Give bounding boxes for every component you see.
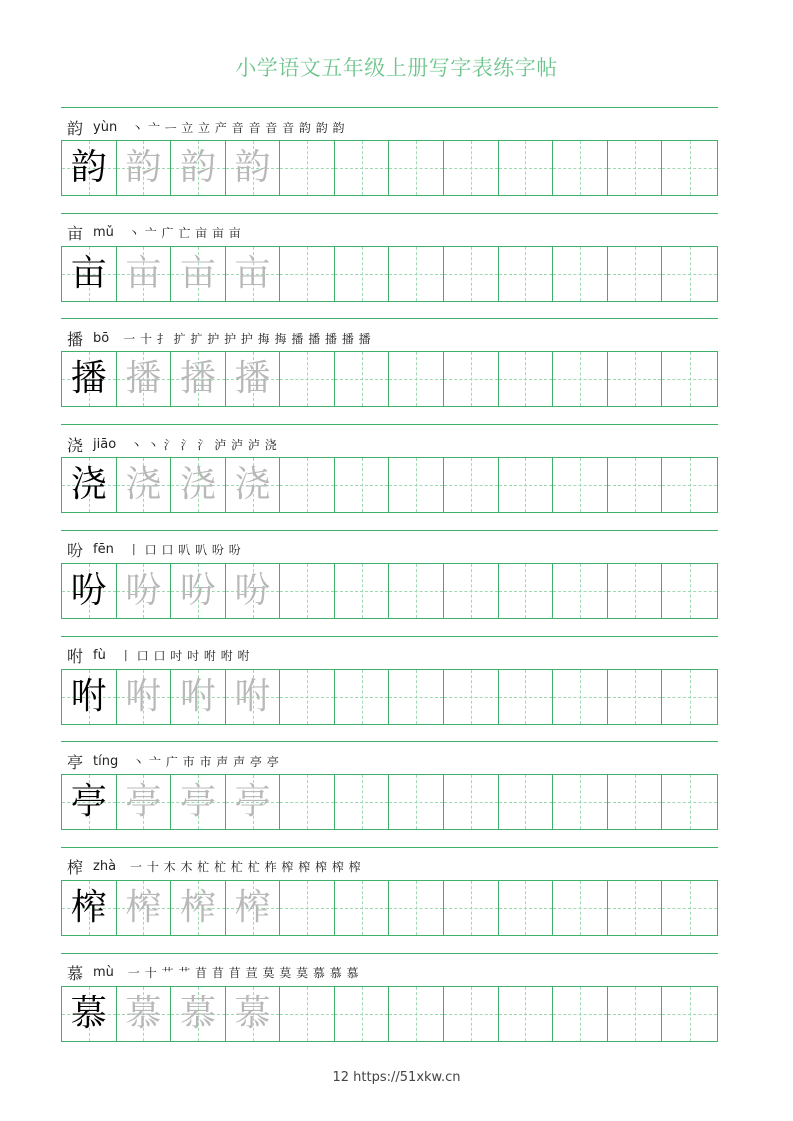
blank-cell[interactable]	[608, 987, 663, 1041]
trace-character: 播	[125, 358, 162, 400]
pinyin: jiāo	[93, 436, 117, 452]
blank-cell[interactable]	[335, 881, 390, 935]
model-character: 浇	[70, 464, 107, 506]
row-header	[67, 432, 277, 456]
trace-character: 榨	[234, 886, 271, 928]
header-character: 韵	[67, 118, 84, 138]
stroke-order: 丶 亠 广 市 市 声 声 亭 亭	[132, 754, 280, 769]
model-cell	[62, 881, 117, 935]
trace-cell	[117, 987, 172, 1041]
guide-line-horizontal	[553, 697, 607, 698]
blank-cell[interactable]	[280, 564, 335, 618]
guide-line-horizontal	[499, 697, 553, 698]
model-cell	[62, 352, 117, 406]
blank-cell[interactable]	[280, 881, 335, 935]
trace-cell	[171, 670, 226, 724]
trace-character: 亭	[234, 781, 271, 823]
page-footer: 12 https://51xkw.cn	[332, 1070, 461, 1085]
trace-cell	[226, 247, 281, 301]
blank-cell[interactable]	[553, 247, 608, 301]
row-divider	[61, 318, 718, 319]
header-character: 榨	[67, 858, 84, 878]
trace-cell	[117, 564, 172, 618]
guide-line-horizontal	[608, 485, 662, 486]
guide-line-horizontal	[335, 802, 389, 803]
blank-cell[interactable]	[608, 670, 663, 724]
header-character: 吩	[67, 541, 84, 561]
trace-character: 咐	[234, 675, 271, 717]
guide-line-horizontal	[553, 168, 607, 169]
blank-cell[interactable]	[280, 775, 335, 829]
trace-cell	[171, 564, 226, 618]
guide-line-horizontal	[280, 802, 334, 803]
model-character: 播	[70, 358, 107, 400]
guide-line-horizontal	[608, 168, 662, 169]
blank-cell[interactable]	[280, 987, 335, 1041]
blank-cell[interactable]	[662, 141, 717, 195]
blank-cell[interactable]	[499, 352, 554, 406]
blank-cell[interactable]	[444, 458, 499, 512]
guide-line-horizontal	[499, 802, 553, 803]
guide-line-horizontal	[662, 274, 717, 275]
guide-line-horizontal	[662, 591, 717, 592]
header-character: 播	[67, 329, 84, 349]
row-divider	[61, 847, 718, 848]
trace-cell	[226, 458, 281, 512]
guide-line-horizontal	[335, 697, 389, 698]
blank-cell[interactable]	[499, 881, 554, 935]
guide-line-horizontal	[608, 1014, 662, 1015]
trace-character: 咐	[179, 675, 216, 717]
guide-line-horizontal	[335, 485, 389, 486]
writing-grid	[61, 140, 718, 196]
trace-cell	[226, 881, 281, 935]
trace-character: 亩	[179, 252, 216, 294]
row-header	[67, 961, 359, 985]
blank-cell[interactable]	[389, 881, 444, 935]
trace-character: 亩	[234, 252, 271, 294]
writing-grid	[61, 563, 718, 619]
guide-line-horizontal	[553, 274, 607, 275]
trace-cell	[171, 775, 226, 829]
pinyin: bō	[93, 330, 110, 346]
blank-cell[interactable]	[444, 987, 499, 1041]
header-character: 亭	[67, 752, 84, 772]
page-title: 小学语文五年级上册写字表练字帖	[235, 56, 558, 80]
blank-cell[interactable]	[389, 352, 444, 406]
trace-character: 吩	[179, 569, 216, 611]
blank-cell[interactable]	[444, 881, 499, 935]
guide-line-horizontal	[662, 908, 717, 909]
stroke-order: 丨 口 口 叭 叭 吩 吩	[127, 543, 242, 558]
blank-cell[interactable]	[662, 352, 717, 406]
guide-line-horizontal	[280, 697, 334, 698]
header-character: 亩	[67, 224, 84, 244]
guide-line-horizontal	[553, 485, 607, 486]
guide-line-horizontal	[608, 274, 662, 275]
row-header	[67, 538, 241, 562]
guide-line-horizontal	[389, 1014, 443, 1015]
guide-line-horizontal	[444, 274, 498, 275]
trace-character: 亭	[179, 781, 216, 823]
blank-cell[interactable]	[280, 670, 335, 724]
trace-character: 亭	[125, 781, 162, 823]
trace-cell	[171, 141, 226, 195]
trace-character: 榨	[125, 886, 162, 928]
blank-cell[interactable]	[608, 564, 663, 618]
writing-grid	[61, 669, 718, 725]
row-header	[67, 749, 279, 773]
row-divider	[61, 107, 718, 108]
blank-cell[interactable]	[389, 141, 444, 195]
guide-line-horizontal	[499, 908, 553, 909]
blank-cell[interactable]	[335, 564, 390, 618]
blank-cell[interactable]	[553, 987, 608, 1041]
guide-line-horizontal	[280, 908, 334, 909]
blank-cell[interactable]	[662, 881, 717, 935]
model-character: 榨	[70, 886, 107, 928]
guide-line-horizontal	[389, 274, 443, 275]
guide-line-horizontal	[662, 697, 717, 698]
guide-line-horizontal	[608, 802, 662, 803]
guide-line-horizontal	[444, 802, 498, 803]
practice-row	[61, 953, 718, 1049]
model-character: 咐	[70, 675, 107, 717]
guide-line-horizontal	[280, 591, 334, 592]
guide-line-horizontal	[444, 908, 498, 909]
guide-line-horizontal	[389, 485, 443, 486]
stroke-order: 丶 亠 ᅳ 立 立 产 音 音 音 音 韵 韵 韵	[131, 120, 346, 135]
stroke-order: 丨 口 口 吋 吋 咐 咐 咐	[119, 649, 251, 663]
trace-cell	[117, 775, 172, 829]
blank-cell[interactable]	[280, 458, 335, 512]
guide-line-horizontal	[608, 379, 662, 380]
practice-row	[61, 636, 718, 732]
trace-cell	[171, 247, 226, 301]
blank-cell[interactable]	[608, 352, 663, 406]
row-divider	[61, 530, 718, 531]
pinyin: yùn	[93, 119, 118, 135]
practice-row	[61, 318, 718, 414]
stroke-order: 丶 亠 广 亡 亩 亩 亩	[127, 226, 242, 241]
blank-cell[interactable]	[553, 564, 608, 618]
trace-character: 吩	[234, 569, 271, 611]
blank-cell[interactable]	[280, 141, 335, 195]
row-divider	[61, 953, 718, 954]
trace-cell	[117, 247, 172, 301]
model-character: 吩	[70, 569, 107, 611]
guide-line-horizontal	[280, 274, 334, 275]
guide-line-horizontal	[553, 908, 607, 909]
row-header	[67, 221, 241, 245]
guide-line-horizontal	[499, 168, 553, 169]
model-cell	[62, 458, 117, 512]
blank-cell[interactable]	[499, 564, 554, 618]
trace-cell	[226, 141, 281, 195]
row-header	[67, 326, 371, 350]
pinyin: fù	[93, 648, 106, 663]
model-character: 慕	[70, 992, 107, 1034]
row-header	[67, 644, 250, 668]
guide-line-horizontal	[389, 802, 443, 803]
trace-character: 浇	[125, 464, 162, 506]
header-character: 咐	[67, 647, 84, 666]
writing-grid	[61, 880, 718, 936]
blank-cell[interactable]	[662, 775, 717, 829]
model-cell	[62, 670, 117, 724]
guide-line-horizontal	[335, 168, 389, 169]
trace-character: 亩	[125, 252, 162, 294]
trace-character: 韵	[179, 147, 216, 188]
guide-line-horizontal	[335, 908, 389, 909]
blank-cell[interactable]	[335, 670, 390, 724]
trace-cell	[171, 352, 226, 406]
guide-line-horizontal	[499, 591, 553, 592]
blank-cell[interactable]	[389, 564, 444, 618]
blank-cell[interactable]	[389, 987, 444, 1041]
writing-grid	[61, 246, 718, 302]
blank-cell[interactable]	[499, 141, 554, 195]
guide-line-horizontal	[444, 1014, 498, 1015]
writing-grid	[61, 351, 718, 407]
blank-cell[interactable]	[608, 141, 663, 195]
blank-cell[interactable]	[608, 247, 663, 301]
guide-line-horizontal	[608, 908, 662, 909]
trace-cell	[226, 987, 281, 1041]
blank-cell[interactable]	[553, 881, 608, 935]
trace-character: 慕	[234, 992, 271, 1034]
model-cell	[62, 775, 117, 829]
trace-cell	[117, 141, 172, 195]
guide-line-horizontal	[662, 485, 717, 486]
practice-row	[61, 847, 718, 943]
guide-line-horizontal	[335, 274, 389, 275]
guide-line-horizontal	[499, 274, 553, 275]
trace-cell	[226, 564, 281, 618]
trace-cell	[171, 881, 226, 935]
blank-cell[interactable]	[280, 352, 335, 406]
blank-cell[interactable]	[389, 247, 444, 301]
blank-cell[interactable]	[444, 352, 499, 406]
guide-line-horizontal	[389, 168, 443, 169]
blank-cell[interactable]	[662, 458, 717, 512]
writing-grid	[61, 774, 718, 830]
practice-row	[61, 530, 718, 626]
pinyin: tíng	[93, 753, 119, 769]
practice-row	[61, 107, 718, 203]
blank-cell[interactable]	[335, 141, 390, 195]
blank-cell[interactable]	[553, 458, 608, 512]
guide-line-horizontal	[444, 591, 498, 592]
writing-grid	[61, 986, 718, 1042]
model-character: 亩	[70, 252, 107, 294]
blank-cell[interactable]	[444, 564, 499, 618]
guide-line-horizontal	[553, 802, 607, 803]
trace-character: 浇	[234, 464, 271, 506]
blank-cell[interactable]	[553, 670, 608, 724]
blank-cell[interactable]	[335, 987, 390, 1041]
trace-character: 吩	[125, 569, 162, 611]
blank-cell[interactable]	[389, 670, 444, 724]
blank-cell[interactable]	[499, 670, 554, 724]
model-character: 亭	[70, 781, 107, 823]
row-divider	[61, 424, 718, 425]
practice-row	[61, 213, 718, 309]
blank-cell[interactable]	[335, 775, 390, 829]
guide-line-horizontal	[608, 697, 662, 698]
guide-line-horizontal	[608, 591, 662, 592]
guide-line-horizontal	[280, 168, 334, 169]
stroke-order: 一 十 艹 艹 苜 苜 苜 荁 莫 莫 莫 慕 慕 慕	[127, 966, 360, 981]
guide-line-horizontal	[389, 908, 443, 909]
stroke-order: 一 十 扌 扩 扩 护 护 护 挴 挴 播 播 播 播 播	[123, 331, 372, 346]
trace-cell	[117, 458, 172, 512]
trace-cell	[226, 670, 281, 724]
blank-cell[interactable]	[444, 775, 499, 829]
guide-line-horizontal	[389, 379, 443, 380]
blank-cell[interactable]	[608, 775, 663, 829]
trace-character: 慕	[125, 992, 162, 1034]
guide-line-horizontal	[553, 1014, 607, 1015]
trace-character: 韵	[234, 147, 271, 188]
trace-character: 慕	[179, 992, 216, 1034]
guide-line-horizontal	[662, 379, 717, 380]
guide-line-horizontal	[444, 379, 498, 380]
trace-character: 浇	[179, 464, 216, 506]
blank-cell[interactable]	[662, 670, 717, 724]
blank-cell[interactable]	[662, 247, 717, 301]
guide-line-horizontal	[280, 485, 334, 486]
guide-line-horizontal	[662, 168, 717, 169]
guide-line-horizontal	[280, 1014, 334, 1015]
blank-cell[interactable]	[335, 458, 390, 512]
pinyin: zhà	[93, 859, 117, 875]
blank-cell[interactable]	[389, 458, 444, 512]
writing-grid	[61, 457, 718, 513]
row-divider	[61, 636, 718, 637]
blank-cell[interactable]	[444, 247, 499, 301]
trace-cell	[171, 458, 226, 512]
guide-line-horizontal	[335, 379, 389, 380]
pinyin: mù	[93, 965, 114, 981]
blank-cell[interactable]	[608, 458, 663, 512]
guide-line-horizontal	[389, 591, 443, 592]
blank-cell[interactable]	[389, 775, 444, 829]
guide-line-horizontal	[499, 1014, 553, 1015]
trace-cell	[171, 987, 226, 1041]
guide-line-horizontal	[280, 379, 334, 380]
stroke-order: 一 十 木 木 杧 杧 杧 杧 柞 榨 榨 榨 榨 榨	[130, 860, 362, 875]
blank-cell[interactable]	[499, 458, 554, 512]
row-header	[67, 115, 345, 139]
guide-line-horizontal	[662, 802, 717, 803]
trace-cell	[117, 881, 172, 935]
practice-row	[61, 741, 718, 837]
trace-character: 播	[179, 358, 216, 400]
trace-character: 韵	[125, 147, 162, 188]
guide-line-horizontal	[662, 1014, 717, 1015]
blank-cell[interactable]	[444, 141, 499, 195]
trace-character: 咐	[125, 675, 162, 717]
trace-character: 榨	[179, 886, 216, 928]
guide-line-horizontal	[335, 591, 389, 592]
trace-character: 播	[234, 358, 271, 400]
model-cell	[62, 247, 117, 301]
model-cell	[62, 987, 117, 1041]
blank-cell[interactable]	[608, 881, 663, 935]
guide-line-horizontal	[389, 697, 443, 698]
blank-cell[interactable]	[444, 670, 499, 724]
blank-cell[interactable]	[662, 987, 717, 1041]
blank-cell[interactable]	[280, 247, 335, 301]
pinyin: mǔ	[93, 225, 114, 241]
guide-line-horizontal	[553, 379, 607, 380]
model-character: 韵	[70, 147, 107, 188]
trace-cell	[117, 670, 172, 724]
blank-cell[interactable]	[499, 987, 554, 1041]
guide-line-horizontal	[499, 379, 553, 380]
trace-cell	[226, 775, 281, 829]
guide-line-horizontal	[444, 697, 498, 698]
stroke-order: 丶 丶 氵 氵 氵 泸 泸 泸 浇	[130, 437, 278, 452]
blank-cell[interactable]	[499, 247, 554, 301]
trace-cell	[226, 352, 281, 406]
row-header	[67, 855, 361, 879]
blank-cell[interactable]	[553, 141, 608, 195]
blank-cell[interactable]	[662, 564, 717, 618]
guide-line-horizontal	[444, 485, 498, 486]
trace-cell	[117, 352, 172, 406]
practice-row	[61, 424, 718, 520]
blank-cell[interactable]	[335, 247, 390, 301]
guide-line-horizontal	[499, 485, 553, 486]
blank-cell[interactable]	[553, 352, 608, 406]
model-cell	[62, 141, 117, 195]
pinyin: fēn	[93, 542, 114, 558]
row-divider	[61, 741, 718, 742]
blank-cell[interactable]	[499, 775, 554, 829]
header-character: 慕	[67, 964, 84, 984]
guide-line-horizontal	[444, 168, 498, 169]
guide-line-horizontal	[553, 591, 607, 592]
blank-cell[interactable]	[335, 352, 390, 406]
blank-cell[interactable]	[553, 775, 608, 829]
header-character: 浇	[67, 435, 84, 455]
row-divider	[61, 213, 718, 214]
guide-line-horizontal	[335, 1014, 389, 1015]
model-cell	[62, 564, 117, 618]
